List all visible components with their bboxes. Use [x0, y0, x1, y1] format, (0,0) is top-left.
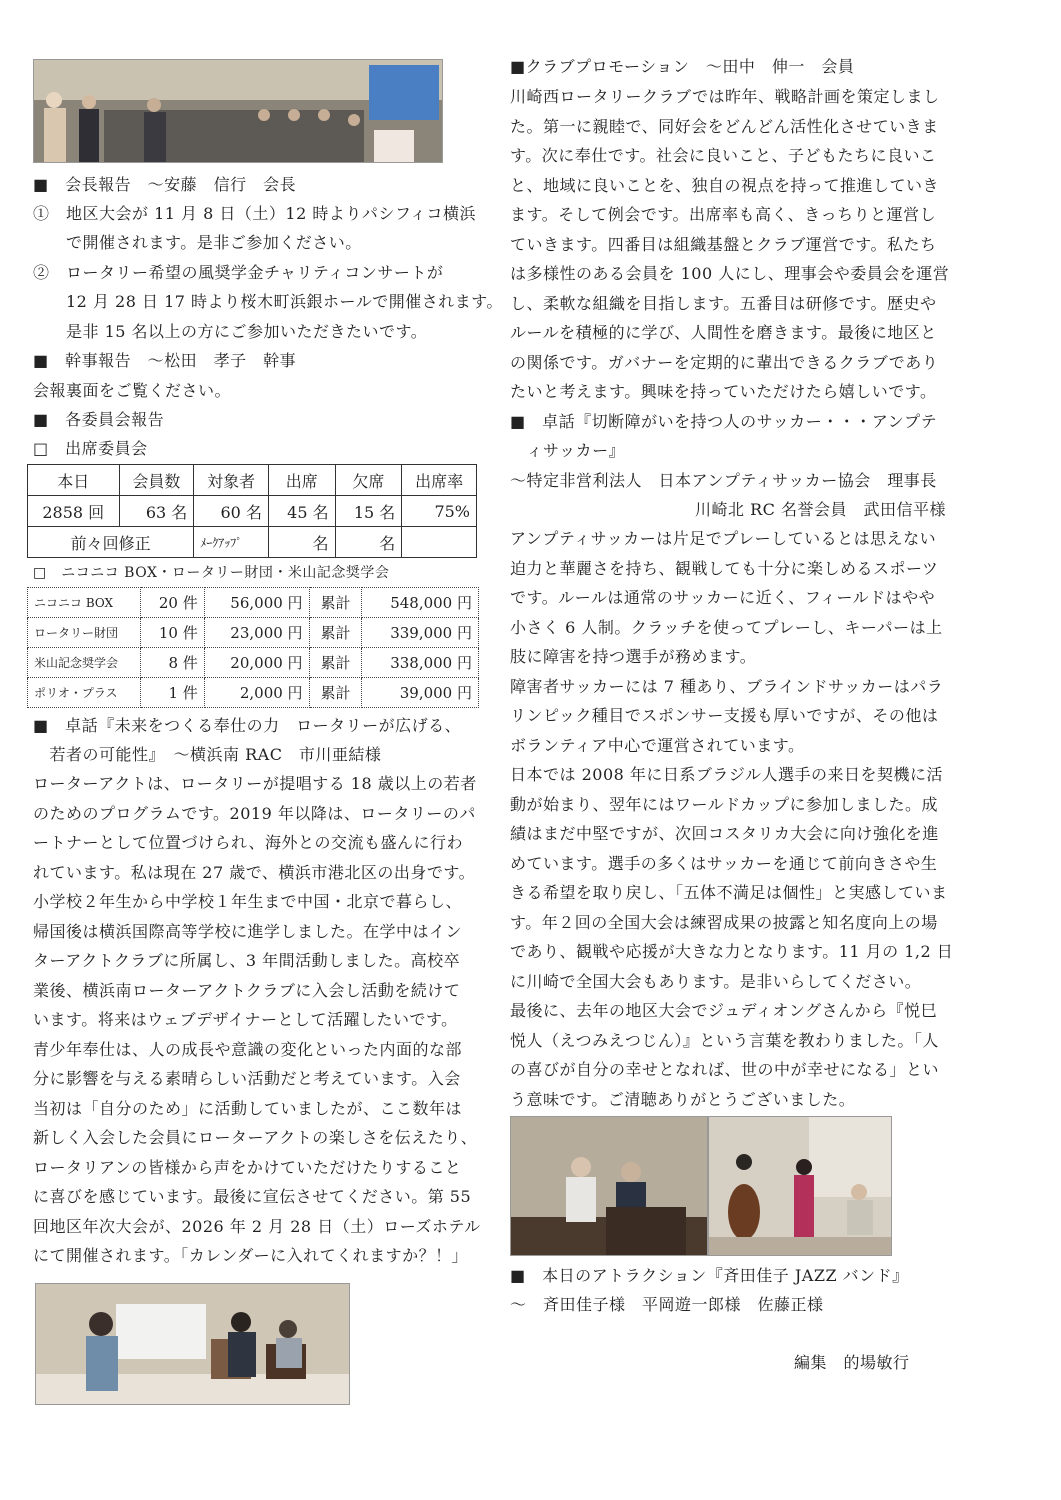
donation-cumulative: 548,000 円	[362, 588, 479, 618]
promo-line: ていきます。四番目は組織基盤とクラブ運営です。私たち	[510, 234, 937, 254]
donation-amount: 23,000 円	[204, 618, 309, 648]
fix-count: 名	[335, 527, 402, 558]
president-item-1b: で開催されます。是非ご参加ください。	[33, 233, 362, 252]
attendance-table	[27, 464, 477, 558]
talk2-line: です。ルールは通常のサッカーに近く、フィールドはやや	[510, 588, 936, 607]
talk-line: 小学校２年生から中学校１年生まで中国・北京で暮らし、	[33, 892, 463, 911]
talk-title-line-1: ■ 卓話『未来をつくる奉仕の力 ロータリーが広げる、	[33, 716, 462, 735]
donation-amount: 56,000 円	[204, 588, 309, 618]
talk-body	[33, 769, 481, 1271]
promo-line: す。次に奉仕です。社会に良いこと、子どもたちに良いこ	[510, 146, 937, 165]
attendance-value-row	[28, 496, 477, 527]
donation-row	[28, 648, 479, 678]
photo-conference	[33, 59, 443, 163]
promo-line: 川崎西ロータリークラブでは昨年、戦略計画を策定しまし	[510, 87, 940, 106]
jazz-band-photo-illustration	[709, 1117, 891, 1255]
attendance-header: 対象者	[194, 465, 269, 496]
donation-cumulative: 339,000 円	[362, 618, 479, 648]
donation-count: 1 件	[141, 678, 205, 708]
donation-category: 米山記念奨学会	[28, 648, 141, 678]
talk2-line: きる希望を取り戻し、「五体不満足は個性」と実感していま	[510, 883, 948, 902]
talk2-speaker-line-1: ～特定非営利法人 日本アンプティサッカー協会 理事長	[510, 471, 937, 490]
attendance-committee-title: □ 出席委員会	[33, 439, 148, 458]
donation-table	[27, 587, 479, 708]
talk-line: ロータリアンの皆様から声をかけていただけたりすること	[33, 1157, 462, 1177]
talk-line: 当初は「自分のため」に活動していましたが、ここ数年は	[33, 1098, 463, 1118]
president-report-title: ■ 会長報告 ～安藤 信行 会長	[33, 175, 297, 194]
promo-line: ます。そして例会です。出席率も高く、きっちりと運営し	[510, 205, 937, 224]
photo-rotaract-speaker	[35, 1283, 350, 1405]
donation-count: 8 件	[141, 648, 205, 678]
talk2-line: ボランティア中心で運営されています。	[510, 735, 805, 755]
talk2-line: 日本では 2008 年に日系ブラジル人選手の来日を契機に活	[510, 765, 943, 784]
donation-cumulative: 338,000 円	[362, 648, 479, 678]
makeup-label: ﾒｰｸｱｯﾌﾟ	[194, 527, 269, 558]
talk2-line: 績はまだ中堅ですが、次回コスタリカ大会に向け強化を進	[510, 824, 939, 843]
talk2-line: 障害者サッカーには 7 種あり、ブラインドサッカーはパラ	[510, 676, 944, 696]
donation-amount: 20,000 円	[204, 648, 309, 678]
donation-cumulative-label: 累計	[309, 588, 362, 618]
attendance-header: 本日	[28, 465, 120, 496]
talk2-body	[510, 524, 953, 1114]
attendance-cell: 2858 回	[28, 496, 120, 527]
attendance-cell: 60 名	[194, 496, 269, 527]
secretary-report-text: 会報裏面をご覧ください。	[33, 381, 232, 400]
talk2-line: 最後に、去年の地区大会でジュディオングさんから『悦巳	[510, 1001, 938, 1020]
talk-line: 分に影響を与える素晴らしい活動だと考えています。入会	[33, 1069, 461, 1088]
talk-line: 新しく入会した会員にローターアクトの楽しさを伝えたり、	[33, 1128, 478, 1147]
donation-row	[28, 618, 479, 648]
attendance-fix-label: 前々回修正	[28, 527, 194, 558]
talk-line: 帰国後は横浜国際高等学校に進学しました。在学中はイン	[33, 921, 463, 941]
talk-line: に喜びを感じています。最後に宣伝させてください。第 55	[33, 1187, 472, 1206]
attendance-header: 欠席	[335, 465, 402, 496]
club-promotion-title: ■クラブプロモーション ～田中 伸一 会員	[510, 57, 855, 76]
talk-line: ートナーとして位置づけられ、海外との交流も盛んに行わ	[33, 833, 463, 852]
president-item-2: ② ロータリー希望の風奨学金チャリティコンサートが	[33, 263, 444, 282]
promo-line: し、柔軟な組織を目指します。五番目は研修です。歴史や	[510, 293, 937, 313]
attendance-header: 出席	[268, 465, 335, 496]
club-promotion-body	[510, 82, 949, 407]
attraction-members: ～ 斉田佳子様 平岡遊一郎様 佐藤正様	[510, 1295, 824, 1314]
donation-count: 10 件	[141, 618, 205, 648]
attendance-cell: 45 名	[268, 496, 335, 527]
makeup-count: 名	[268, 527, 335, 558]
talk2-line: めています。選手の多くはサッカーを通じて前向きさや生	[510, 853, 938, 873]
donation-row	[28, 588, 479, 618]
secretary-report-title: ■ 幹事報告 ～松田 孝子 幹事	[33, 351, 297, 370]
talk2-title-line-1: ■ 卓話『切断障がいを持つ人のサッカー・・・アンプテ	[510, 412, 938, 431]
editor-credit: 編集 的場敏行	[794, 1353, 910, 1372]
promo-line: た。第一に親睦で、同好会をどんどん活性化させていきま	[510, 116, 939, 136]
promo-line: と、地域に良いことを、独自の視点を持って推進していき	[510, 175, 940, 195]
donation-category: ポリオ・プラス	[28, 678, 141, 708]
promo-line: たいと考えます。興味を持っていただけたら嬉しいです。	[510, 382, 937, 401]
rotaract-photo-illustration	[36, 1284, 349, 1404]
attendance-header: 会員数	[119, 465, 194, 496]
photo-jazz-band	[708, 1116, 892, 1256]
talk2-line: の喜びが自分の幸せとなれば、世の中が幸せになる」とい	[510, 1060, 940, 1079]
talk-line: れています。私は現在 27 歳で、横浜市港北区の出身です。	[33, 862, 476, 882]
talk-line: のためのプログラムです。2019 年以降は、ロータリーのパ	[33, 803, 476, 823]
attendance-fix-empty	[402, 527, 477, 558]
donation-category: ロータリー財団	[28, 618, 141, 648]
donation-cumulative-label: 累計	[309, 618, 362, 648]
photo-speakers	[510, 1116, 708, 1256]
donation-row	[28, 678, 479, 708]
talk-line: にて開催されます。「カレンダーに入れてくれますか？！」	[33, 1246, 469, 1265]
committee-report-title: ■ 各委員会報告	[33, 410, 165, 429]
talk2-line: であり、観戦や応援が大きな力となります。11 月の 1,2 日	[510, 942, 954, 961]
attendance-cell: 63 名	[119, 496, 194, 527]
donation-cumulative-label: 累計	[309, 678, 362, 708]
talk-title-line-2: 若者の可能性』 ～横浜南 RAC 市川亜結様	[33, 745, 382, 764]
speakers-photo-illustration	[511, 1117, 707, 1255]
talk2-line: 悦人（えつみえつじん）』という言葉を教わりました。「人	[510, 1030, 939, 1050]
talk2-line: す。年２回の全国大会は練習成果の披露と知名度向上の場	[510, 912, 938, 932]
talk2-line: 小さく 6 人制。クラッチを使ってプレーし、キーパーは上	[510, 617, 943, 637]
promo-line: の関係です。ガバナーを定期的に輩出できるクラブであり	[510, 352, 939, 372]
talk2-line: う意味です。ご清聴ありがとうございました。	[510, 1089, 856, 1109]
attendance-header: 出席率	[402, 465, 477, 496]
conference-photo-illustration	[34, 60, 442, 162]
talk-line: 回地区年次大会が、2026 年 2 月 28 日（土）ローズホテル	[33, 1216, 481, 1236]
donation-cumulative-label: 累計	[309, 648, 362, 678]
attendance-cell: 15 名	[335, 496, 402, 527]
attendance-cell: 75%	[402, 496, 477, 527]
talk-line: います。将来はウェブデザイナーとして活躍したいです。	[33, 1010, 458, 1029]
promo-line: は多様性のある会員を 100 人にし、理事会や委員会を運営	[510, 264, 950, 283]
talk2-speaker-line-2: 川崎北 RC 名誉会員 武田信平様	[695, 500, 946, 519]
talk2-line: 迫力と華麗さを持ち、観戦しても十分に楽しめるスポーツ	[510, 558, 939, 578]
talk-line: ターアクトクラブに所属し、3 年間活動しました。高校卒	[33, 951, 461, 970]
attraction-title: ■ 本日のアトラクション『斉田佳子 JAZZ バンド』	[510, 1266, 909, 1285]
talk-line: 青少年奉仕は、人の成長や意識の変化といった内面的な部	[33, 1039, 463, 1059]
talk-line: 業後、横浜南ローターアクトクラブに入会し活動を続けて	[33, 980, 461, 1000]
attendance-fix-row	[28, 527, 477, 558]
donation-amount: 2,000 円	[204, 678, 309, 708]
talk-line: ローターアクトは、ロータリーが提唱する 18 歳以上の若者	[33, 774, 477, 793]
talk2-title-line-2: ィサッカー』	[510, 441, 626, 460]
president-item-1: ① 地区大会が 11 月 8 日（土）12 時よりパシフィコ横浜	[33, 204, 477, 223]
donation-count: 20 件	[141, 588, 205, 618]
talk2-line: 肢に障害を持つ選手が務めます。	[510, 647, 757, 666]
talk2-line: 動が始まり、翌年にはワールドカップに参加しました。成	[510, 794, 939, 814]
talk2-line: アンプティサッカーは片足でプレーしているとは思えない	[510, 529, 937, 548]
talk2-line: に川崎で全国大会もあります。是非いらしてください。	[510, 971, 922, 991]
donation-box-title: □ ニコニコ BOX・ロータリー財団・米山記念奨学会	[33, 565, 390, 581]
attendance-header-row	[28, 465, 477, 496]
talk2-line: リンピック種目でスポンサー支援も厚いですが、その他は	[510, 706, 939, 725]
president-item-2c: 是非 15 名以上の方にご参加いただきたいです。	[33, 322, 428, 341]
donation-cumulative: 39,000 円	[362, 678, 479, 708]
president-item-2b: 12 月 28 日 17 時より桜木町浜銀ホールで開催されます。	[33, 292, 503, 311]
promo-line: ルールを積極的に学び、人間性を磨きます。最後に地区と	[510, 323, 937, 342]
donation-category: ニコニコ BOX	[28, 588, 141, 618]
